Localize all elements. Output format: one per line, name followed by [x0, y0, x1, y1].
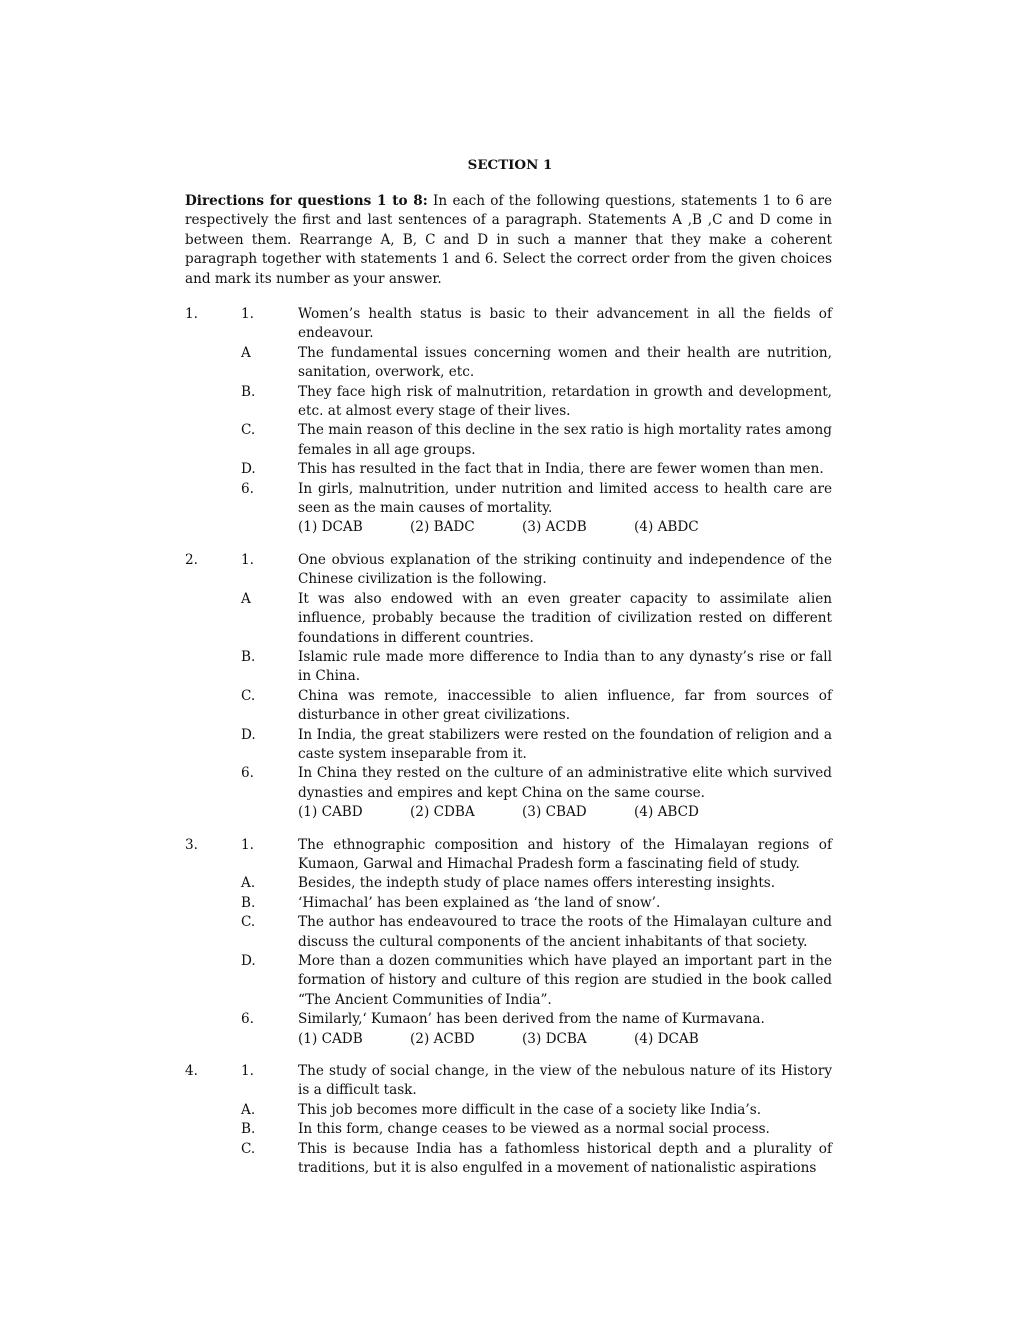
statement-text: Similarly,‘ Kumaon’ has been derived from the name of Kurmavana. [298, 1011, 765, 1028]
statement-text: It was also endowed with an even greater capacity to assimilate alien influence, probably because the tradition of civilization rested on different foundations in different countries. [298, 590, 832, 646]
statement-text: This job becomes more difficult in the case of a society like India’s. [298, 1101, 762, 1118]
statement-label: B. [241, 894, 256, 911]
statement-text: Women’s health status is basic to their advancement in all the fields of endeavour. [298, 306, 832, 342]
statement-text: ‘Himachal’ has been explained as ‘the land of snow’. [298, 894, 661, 911]
answer-options [185, 1030, 832, 1049]
statement-label: 1. [241, 551, 254, 568]
statement [185, 648, 832, 687]
statement-text: Besides, the indepth study of place names offers interesting insights. [298, 875, 776, 892]
statement-text: In this form, change ceases to be viewed as a normal social process. [298, 1121, 770, 1138]
statement-text: Islamic rule made more difference to India than to any dynasty’s rise or fall in China. [298, 648, 832, 685]
statement-text: The main reason of this decline in the sex ratio is high mortality rates among females in all age groups. [298, 422, 832, 458]
question-1 [185, 305, 832, 538]
statement [185, 551, 832, 590]
statement [185, 1062, 832, 1101]
statement-label: D. [241, 953, 256, 969]
statement-label: 6. [241, 480, 254, 497]
answer-option-2: (2) ACBD [410, 1030, 475, 1047]
statement-text: One obvious explanation of the striking continuity and independence of the Chinese civilization is the following. [298, 551, 832, 588]
statement-text: The ethnographic composition and history of the Himalayan regions of Kumaon, Garwal and Himachal Pradesh form a fascinating field of study. [298, 836, 832, 872]
question-4 [185, 1062, 832, 1178]
statement-label: 6. [241, 765, 254, 782]
statement-text: The author has endeavoured to trace the roots of the Himalayan culture and discuss the cultural components of the ancient inhabitants of that society. [298, 914, 832, 950]
statement-text: In girls, malnutrition, under nutrition and limited access to health care are seen as the main causes of mortality. [298, 480, 832, 517]
statement-text: China was remote, inaccessible to alien influence, far from sources of disturbance in other great civilizations. [298, 687, 832, 724]
statement-text: The study of social change, in the view of the nebulous nature of its History is a difficult task. [298, 1063, 832, 1099]
statement-label: C. [241, 422, 256, 439]
statement-text: The fundamental issues concerning women and their health are nutrition, sanitation, overwork, etc. [298, 344, 832, 381]
statement [185, 590, 832, 648]
question-number: 1. [185, 306, 198, 322]
statement [185, 480, 832, 519]
statement [185, 1120, 832, 1139]
statement [185, 305, 832, 344]
statement-label: 1. [241, 836, 254, 853]
statement [185, 726, 832, 765]
statement [185, 421, 832, 460]
statement-label: C. [241, 1140, 256, 1157]
answer-option-4: (4) ABDC [634, 519, 699, 536]
answer-option-1: (1) DCAB [298, 519, 363, 536]
statement-text: In India, the great stabilizers were rested on the foundation of religion and a caste system inseparable from it. [298, 726, 832, 762]
answer-option-1: (1) CADB [298, 1030, 363, 1047]
statement [185, 1101, 832, 1120]
answer-option-3: (3) ACDB [522, 519, 587, 536]
statement [185, 383, 832, 422]
question-2 [185, 551, 832, 823]
statement [185, 687, 832, 726]
answer-option-2: (2) CDBA [410, 804, 475, 821]
statement-label: C. [241, 914, 256, 931]
statement [185, 1010, 832, 1029]
statement-label: B. [241, 383, 256, 400]
question-number: 4. [185, 1063, 198, 1080]
question-3 [185, 836, 832, 1049]
statement-label: A. [241, 1101, 256, 1118]
directions-text: In each of the following questions, statements 1 to 6 are respectively the first and last sentences of a paragraph. Statements A ,B ,C and D come in between them. Rearrange A, B, C and D in such a manner that they make a coherent paragraph together with statements 1 and 6. Select the correct order from the given choices and mark its number as your answer. [185, 193, 832, 287]
statement-label: B. [241, 648, 256, 665]
answer-options [185, 803, 832, 822]
statement-text: This has resulted in the fact that in India, there are fewer women than men. [298, 461, 824, 478]
answer-option-4: (4) DCAB [634, 1030, 699, 1047]
directions [185, 192, 832, 289]
answer-option-3: (3) CBAD [522, 804, 587, 821]
statement-text: This is because India has a fathomless historical depth and a plurality of traditions, but it is also engulfed in a movement of nationalistic aspirations [298, 1140, 832, 1177]
question-number: 2. [185, 551, 198, 568]
statement [185, 1140, 832, 1179]
answer-option-2: (2) BADC [410, 519, 475, 536]
statement [185, 836, 832, 875]
statement-label: 1. [241, 306, 254, 322]
statement-text: They face high risk of malnutrition, retardation in growth and development, etc. at almost every stage of their lives. [298, 383, 832, 420]
question-number: 3. [185, 836, 198, 853]
answer-option-4: (4) ABCD [634, 804, 699, 821]
statement-label: A [241, 344, 251, 361]
statement-label: D. [241, 461, 256, 478]
question-list [185, 305, 832, 1191]
statement-text: More than a dozen communities which have played an important part in the formation of history and culture of this region are studied in the book called “The Ancient Communities of India”. [298, 953, 832, 1008]
directions-lead: Directions for questions 1 to 8: [185, 193, 428, 209]
section-title: SECTION 1 [467, 157, 553, 173]
statement-label: 6. [241, 1011, 254, 1028]
statement-label: B. [241, 1121, 256, 1138]
statement-label: D. [241, 726, 256, 743]
answer-option-3: (3) DCBA [522, 1030, 587, 1047]
statement [185, 764, 832, 803]
statement-label: A. [241, 875, 256, 892]
statement [185, 874, 832, 893]
statement [185, 460, 832, 479]
answer-options [185, 518, 832, 537]
statement [185, 894, 832, 913]
statement [185, 913, 832, 952]
statement-label: C. [241, 687, 256, 704]
answer-option-1: (1) CABD [298, 804, 363, 821]
statement-text: In China they rested on the culture of an administrative elite which survived dynasties and empires and kept China on the same course. [298, 765, 832, 801]
statement [185, 952, 832, 1010]
statement [185, 344, 832, 383]
statement-label: A [241, 590, 251, 607]
statement-label: 1. [241, 1063, 254, 1080]
